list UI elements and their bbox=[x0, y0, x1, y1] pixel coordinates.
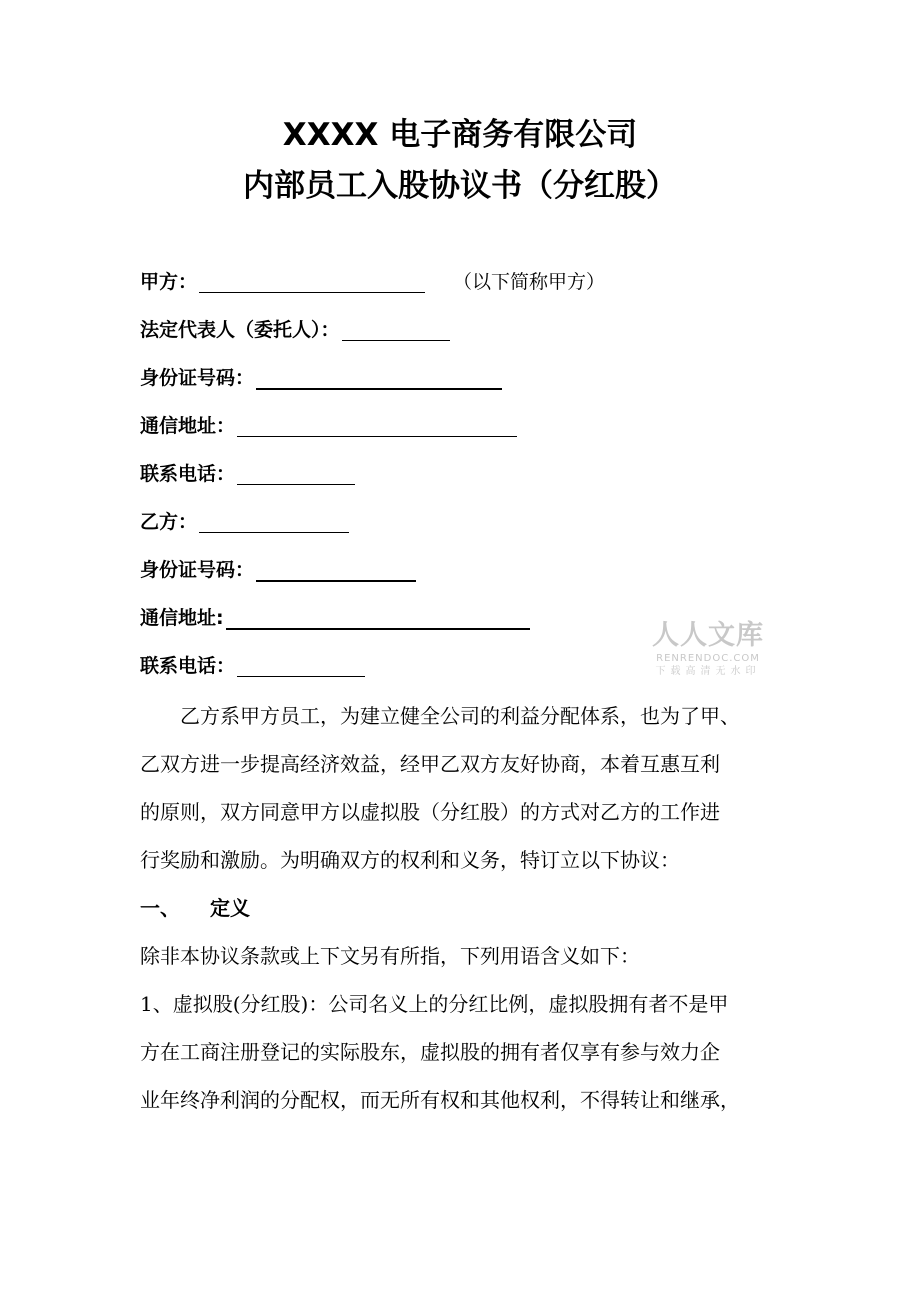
field-party-b-phone bbox=[140, 649, 365, 683]
field-legal-rep bbox=[140, 313, 450, 347]
section-number: 一、 bbox=[140, 896, 180, 920]
intro-line-3: 的原则，双方同意甲方以虚拟股（分红股）的方式对乙方的工作进 bbox=[140, 800, 720, 824]
field-party-a-label: 甲方： bbox=[140, 271, 198, 293]
field-party-a-phone-label: 联系电话： bbox=[140, 463, 236, 485]
field-party-b-phone-label: 联系电话： bbox=[140, 655, 236, 677]
field-party-a-phone-blank[interactable] bbox=[237, 457, 355, 485]
definitions-lead: 除非本协议条款或上下文另有所指，下列用语含义如下： bbox=[140, 944, 640, 968]
field-party-a-id-blank[interactable] bbox=[256, 361, 502, 390]
watermark-tagline-text: 下载高清无水印 bbox=[655, 666, 761, 677]
field-party-b-id-blank[interactable] bbox=[256, 553, 416, 582]
field-legal-rep-blank[interactable] bbox=[342, 313, 450, 341]
watermark-main-text: 人人文库 bbox=[652, 620, 764, 651]
field-party-a bbox=[140, 265, 605, 299]
section-heading-definitions bbox=[140, 888, 250, 928]
watermark-logo bbox=[645, 620, 771, 678]
definition-item-1-line-1: 1、虚拟股(分红股)：公司名义上的分红比例，虚拟股拥有者不是甲 bbox=[140, 992, 729, 1016]
document-title-line2: 内部员工入股协议书（分红股） bbox=[243, 168, 677, 204]
section-title: 定义 bbox=[210, 896, 250, 920]
field-party-b bbox=[140, 505, 349, 539]
field-party-a-id bbox=[140, 361, 502, 395]
field-party-a-blank[interactable] bbox=[199, 265, 425, 293]
field-party-a-address-label: 通信地址： bbox=[140, 415, 236, 437]
definition-item-1-line-3: 业年终净利润的分配权，而无所有权和其他权利，不得转让和继承， bbox=[140, 1088, 740, 1112]
intro-paragraph bbox=[140, 692, 740, 884]
field-party-b-id bbox=[140, 553, 416, 587]
intro-line-4: 行奖励和激励。为明确双方的权利和义务，特订立以下协议： bbox=[140, 848, 680, 872]
field-party-a-suffix: （以下简称甲方） bbox=[453, 271, 606, 293]
field-party-b-address-label: 通信地址: bbox=[140, 607, 224, 629]
document-title-line1: XXXX 电子商务有限公司 bbox=[282, 117, 638, 153]
field-party-b-address bbox=[140, 601, 530, 635]
field-party-a-phone bbox=[140, 457, 355, 491]
field-legal-rep-label: 法定代表人（委托人）： bbox=[140, 319, 340, 341]
intro-line-1: 乙方系甲方员工，为建立健全公司的利益分配体系，也为了甲、 bbox=[180, 704, 740, 728]
field-party-a-id-label: 身份证号码： bbox=[140, 367, 255, 389]
field-party-b-address-blank[interactable] bbox=[226, 601, 530, 630]
field-party-b-id-label: 身份证号码： bbox=[140, 559, 255, 581]
field-party-a-address-blank[interactable] bbox=[237, 409, 517, 437]
field-party-b-phone-blank[interactable] bbox=[237, 649, 365, 677]
definitions-body bbox=[140, 932, 740, 1124]
definition-item-1-line-2: 方在工商注册登记的实际股东，虚拟股的拥有者仅享有参与效力企 bbox=[140, 1040, 720, 1064]
intro-line-2: 乙双方进一步提高经济效益，经甲乙双方友好协商，本着互惠互利 bbox=[140, 752, 720, 776]
field-party-b-blank[interactable] bbox=[199, 505, 349, 533]
watermark-domain-text: RENRENDOC.COM bbox=[656, 653, 760, 664]
field-party-b-label: 乙方： bbox=[140, 511, 198, 533]
field-party-a-address bbox=[140, 409, 517, 443]
